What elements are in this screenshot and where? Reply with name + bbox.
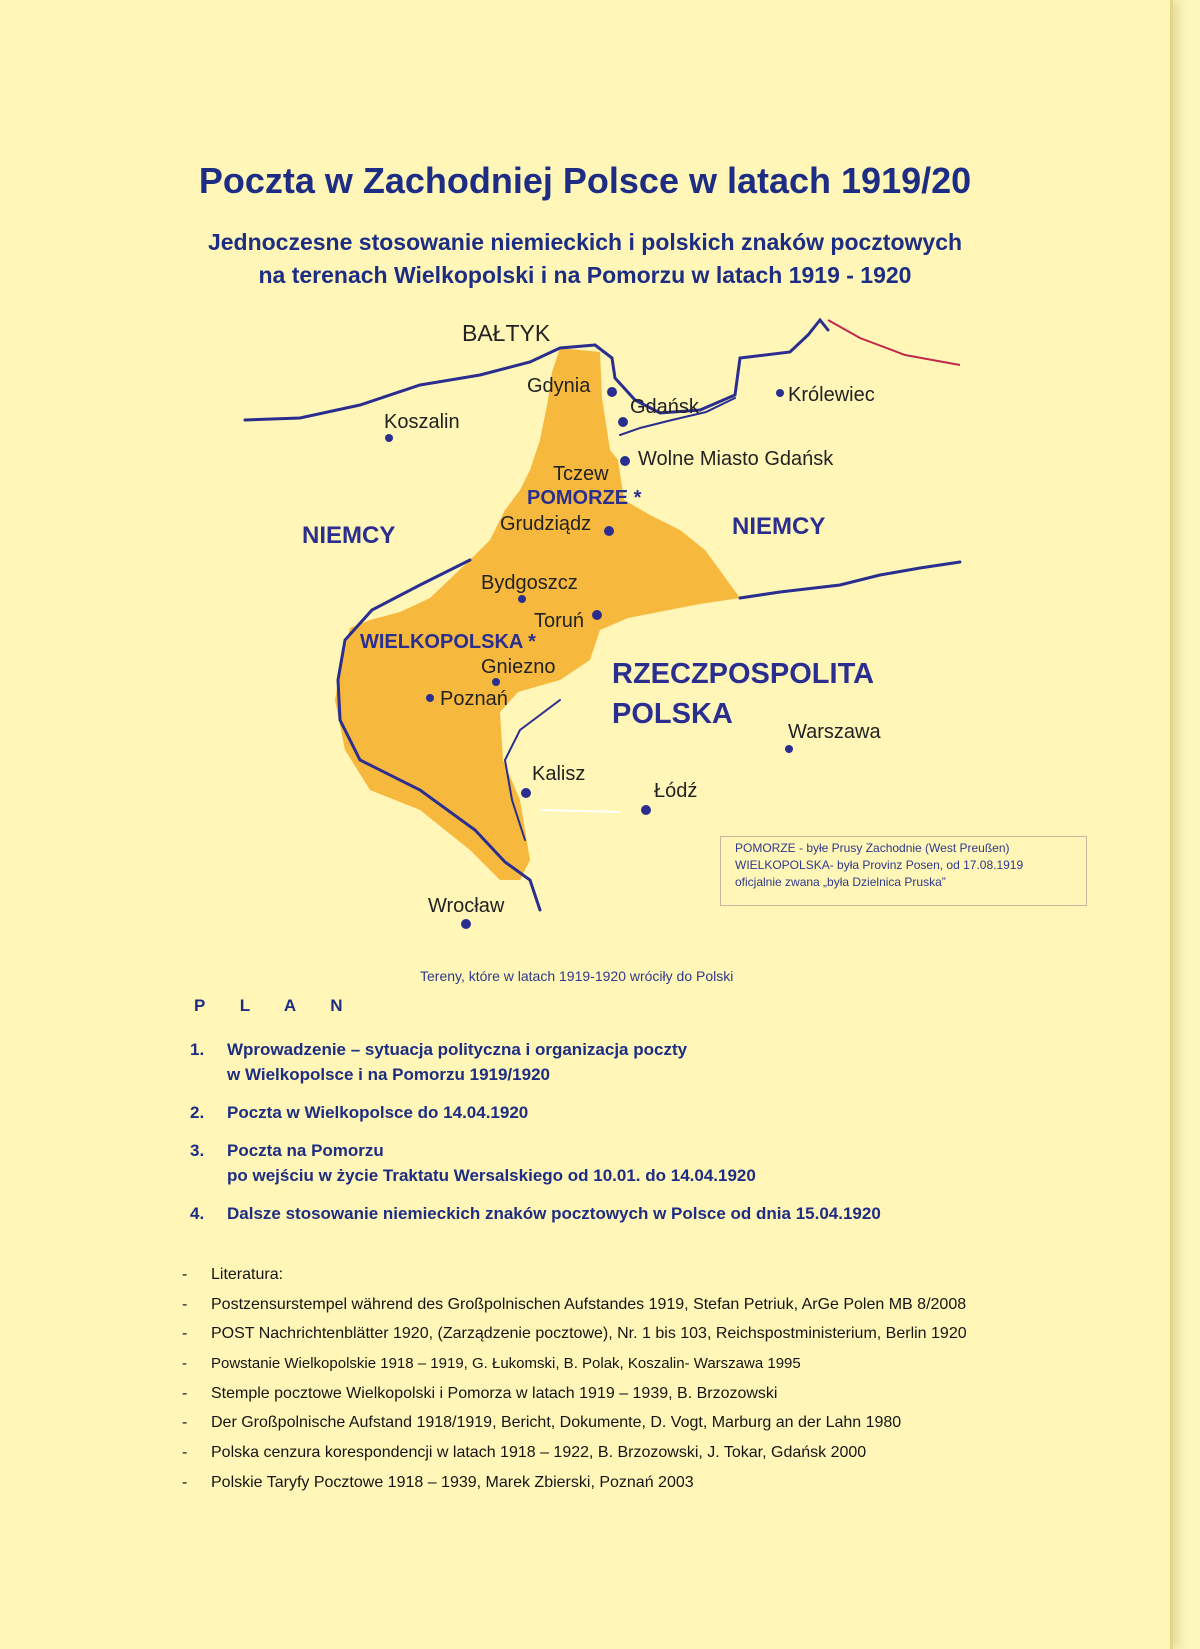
label-baltyk: BAŁTYK xyxy=(462,320,551,346)
city-dot-warszawa xyxy=(785,745,793,753)
plan-item-line-2: w Wielkopolsce i na Pomorzu 1919/1920 xyxy=(227,1065,550,1084)
literature-item: - Der Großpolnische Aufstand 1918/1919, Bericht, Dokumente, D. Vogt, Marburg an der Lahn 1980 xyxy=(182,1414,902,1432)
map-legend xyxy=(720,836,1087,906)
city-dot-bydgoszcz xyxy=(518,595,526,603)
label-warszawa: Warszawa xyxy=(788,721,881,743)
city-dot-torun xyxy=(592,610,602,620)
city-dot-tczew xyxy=(620,456,630,466)
city-dot-krolewiec xyxy=(776,389,784,397)
literature-item: - Polska cenzura korespondencji w latach 1918 – 1922, B. Brzozowski, J. Tokar, Gdańsk 2000 xyxy=(182,1444,867,1462)
plan-item xyxy=(190,1100,881,1125)
label-gniezno: Gniezno xyxy=(481,656,556,678)
label-wielkopolska: WIELKOPOLSKA * xyxy=(360,631,536,653)
literature-item: - Postzensurstempel während des Großpolnischen Aufstandes 1919, Stefan Petriuk, ArGe Polen MB 8/2008 xyxy=(182,1295,967,1313)
label-koszalin: Koszalin xyxy=(384,411,460,433)
plan-item xyxy=(190,1138,881,1188)
legend-line-3: oficjalnie zwana „była Dzielnica Pruska” xyxy=(735,875,946,889)
label-niemcy-west: NIEMCY xyxy=(302,522,396,549)
label-krolewiec: Królewiec xyxy=(788,384,875,406)
city-dot-wroclaw xyxy=(461,919,471,929)
label-bydgoszcz: Bydgoszcz xyxy=(481,572,578,594)
plan-item-number: 3. xyxy=(190,1141,205,1160)
map-caption: Tereny, które w latach 1919-1920 wróciły do Polski xyxy=(420,968,734,984)
city-dot-lodz xyxy=(641,805,651,815)
east-border-line xyxy=(740,562,960,598)
literature-list xyxy=(182,1260,967,1498)
city-dot-koszalin xyxy=(385,434,393,442)
plan-list xyxy=(190,1037,881,1239)
eastern-spit xyxy=(828,320,960,365)
label-polska: POLSKA xyxy=(612,698,733,730)
label-torun: Toruń xyxy=(534,610,585,632)
literature-heading: - Literatura: xyxy=(182,1266,284,1283)
plan-heading: P L A N xyxy=(194,996,358,1015)
road-line xyxy=(540,810,620,812)
label-rzeczpospolita: RZECZPOSPOLITA xyxy=(612,658,875,690)
city-dot-gdynia xyxy=(607,387,617,397)
plan-item-number: 4. xyxy=(190,1204,205,1223)
label-wroclaw: Wrocław xyxy=(428,895,505,917)
label-pomorze: POMORZE * xyxy=(527,487,642,509)
literature-item: - POST Nachrichtenblätter 1920, (Zarządzenie pocztowe), Nr. 1 bis 103, Reichspostministerium, Berlin 1920 xyxy=(182,1325,967,1343)
subtitle-line-1: Jednoczesne stosowanie niemieckich i polskich znaków pocztowych xyxy=(207,229,963,255)
city-dot-gniezno xyxy=(492,678,500,686)
label-poznan: Poznań xyxy=(440,688,508,710)
city-dot-grudziadz xyxy=(604,526,614,536)
page-title: Poczta w Zachodniej Polsce w latach 1919/20 xyxy=(198,160,972,201)
city-dot-gdansk xyxy=(618,417,628,427)
city-dot-kalisz xyxy=(521,788,531,798)
plan-item-number: 2. xyxy=(190,1103,205,1122)
label-tczew: Tczew xyxy=(553,463,609,485)
page-subtitle xyxy=(0,226,1170,292)
label-niemcy-east: NIEMCY xyxy=(732,513,826,540)
plan-item-line-1: Poczta na Pomorzu xyxy=(227,1141,384,1160)
plan-item xyxy=(190,1037,881,1087)
plan-item-number: 1. xyxy=(190,1040,205,1059)
subtitle-line-2: na terenach Wielkopolski i na Pomorzu w latach 1919 - 1920 xyxy=(258,262,912,288)
plan-item-line-2: po wejściu w życie Traktatu Wersalskiego od 10.01. do 14.04.1920 xyxy=(227,1166,756,1185)
literature-item: - Stemple pocztowe Wielkopolski i Pomorza w latach 1919 – 1939, B. Brzozowski xyxy=(182,1384,778,1402)
literature-item: - Powstanie Wielkopolskie 1918 – 1919, G. Łukomski, B. Polak, Koszalin- Warszawa 1995 xyxy=(182,1355,801,1373)
label-gdynia: Gdynia xyxy=(527,375,591,397)
label-kalisz: Kalisz xyxy=(532,763,586,785)
city-dot-poznan xyxy=(426,694,434,702)
literature-item: - Polskie Taryfy Pocztowe 1918 – 1939, Marek Zbierski, Poznań 2003 xyxy=(182,1473,694,1491)
plan-item-line-1: Wprowadzenie – sytuacja polityczna i organizacja poczty xyxy=(227,1040,688,1059)
legend-line-2: WIELKOPOLSKA- była Provinz Posen, od 17.08.1919 xyxy=(735,858,1024,872)
label-wolne-miasto-gdansk: Wolne Miasto Gdańsk xyxy=(638,448,834,470)
legend-line-1: POMORZE - byłe Prusy Zachodnie (West Preußen) xyxy=(735,841,1010,855)
plan-item-line-1: Poczta w Wielkopolsce do 14.04.1920 xyxy=(227,1103,529,1122)
label-grudziadz: Grudziądz xyxy=(500,513,592,535)
plan-item xyxy=(190,1201,881,1226)
plan-item-line-1: Dalsze stosowanie niemieckich znaków pocztowych w Polsce od dnia 15.04.1920 xyxy=(227,1204,881,1223)
label-gdansk: Gdańsk xyxy=(630,396,699,418)
label-lodz: Łódź xyxy=(654,780,698,802)
